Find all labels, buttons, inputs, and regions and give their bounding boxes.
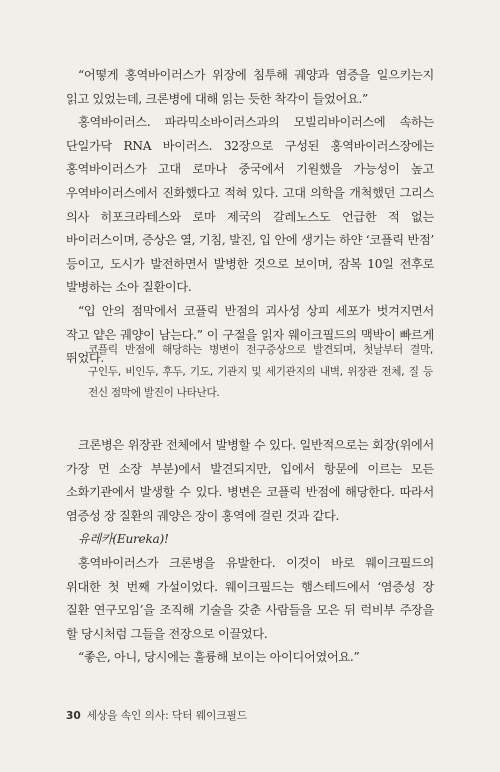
paragraph: “좋은, 아니, 당시에는 훌륭해 보이는 아이디어였어요.” <box>78 650 360 665</box>
paragraph: 크론병은 위장관 전체에서 발병할 수 있다. 일반적으로는 회장(위에서 가장 먼 소장 부분)에서 발견되지만, 입에서 항문에 이르는 모든 소화기관에서 발생할 수 있다. 병변은 코플릭 반점에 해당한다. 따라서 염증성 장 질환의 궤양은 장이 홍역에 걸린 것과 같다. <box>66 438 434 523</box>
paragraph: “입 안의 점막에서 코플릭 반점의 괴사성 상피 세포가 벗겨지면서 작고 얕은 궤양이 남는다.” 이 구절을 읽자 웨이크필드의 맥박이 빠르게 뛰었다. <box>66 303 434 366</box>
page-footer <box>66 708 247 723</box>
running-title: 세상을 속인 의사: 닥터 웨이크필드 <box>86 710 248 722</box>
main-text-top <box>66 64 434 371</box>
page-number: 30 <box>66 710 81 722</box>
paragraph: “어떻게 홍역바이러스가 위장에 침투해 궤양과 염증을 일으키는지 읽고 있었는데, 크론병에 대해 읽는 듯한 착각이 들었어요.” <box>66 68 434 106</box>
main-text-bottom <box>66 434 434 670</box>
eureka-line: 유레카(Eureka)! <box>78 532 169 547</box>
paragraph: 홍역바이러스가 크론병을 유발한다. 이것이 바로 웨이크필드의 위대한 첫 번째 가설이었다. 웨이크필드는 햄스테드에서 ‘염증성 장 질환 연구모임’을 조직해 기술을 갖춘 사람들을 모은 뒤 럭비부 주장을 할 당시처럼 그들을 전장으로 이끌었다. <box>66 555 434 641</box>
paragraph: 홍역바이러스. 파라믹소바이러스과의 모빌리바이러스에 속하는 단일가닥 RNA 바이러스. 32장으로 구성된 홍역바이러스장에는 홍역바이러스가 고대 로마나 중국에서 기원했을 가능성이 높고 우역바이러스에서 진화했다고 적혀 있다. 고대 의학을 개척했던 그리스 의사 히포크라테스와 로마 제국의 갈레노스도 언급한 적 없는 바이러스이며, 증상은 열, 기침, 발진, 입 안에 생기는 하얀 ‘코플릭 반점’ 등이고, 도시가 발전하면서 발병한 것으로 보이며, 잠복 10일 전후로 발병하는 소아 질환이다. <box>66 115 434 295</box>
block-quote: 코플릭 반점에 해당하는 병변이 전구증상으로 발견되며, 첫날부터 결막, 구인두, 비인두, 후두, 기도, 기관지 및 세기관지의 내벽, 위장관 전체, 질 등 전신 점막에 발진이 나타난다. <box>88 344 433 399</box>
